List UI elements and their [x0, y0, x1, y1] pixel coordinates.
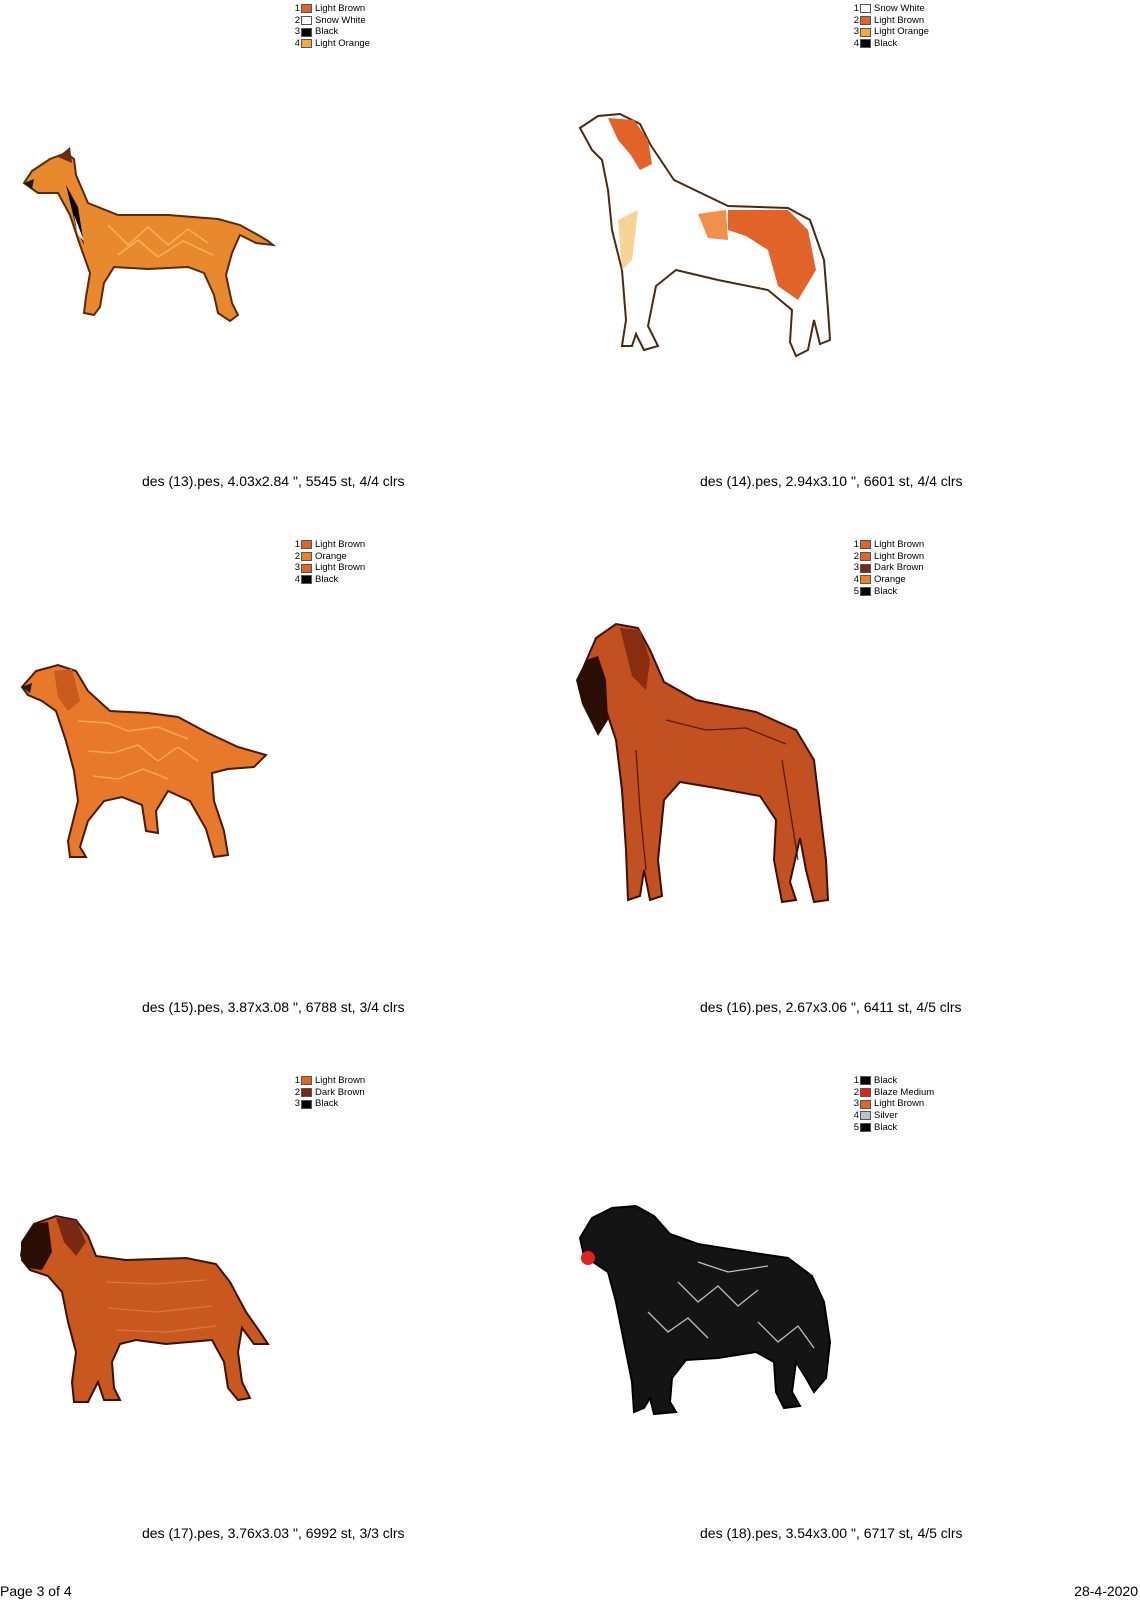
- color-name: Blaze Medium: [874, 1086, 935, 1098]
- color-swatch: [301, 575, 312, 584]
- legend-number: 4: [853, 38, 859, 50]
- legend-number: 3: [294, 562, 300, 574]
- legend-number: 2: [853, 550, 859, 562]
- legend-row: [852, 1122, 934, 1134]
- legend-number: 3: [853, 1098, 859, 1110]
- design-cell-13: [0, 0, 570, 536]
- legend-number: 1: [853, 3, 859, 14]
- color-swatch: [860, 575, 871, 584]
- color-swatch: [860, 540, 871, 549]
- color-swatch: [301, 4, 312, 13]
- legend-row: [852, 586, 924, 598]
- color-name: Black: [874, 1121, 898, 1133]
- color-name: Orange: [315, 550, 347, 562]
- legend-number: 1: [294, 539, 300, 550]
- legend-row: [293, 15, 370, 27]
- color-swatch: [301, 1088, 312, 1097]
- color-swatch: [301, 1100, 312, 1109]
- color-name: Light Brown: [315, 1075, 366, 1086]
- color-legend: [852, 3, 929, 50]
- design-caption: des (18).pes, 3.54x3.00 ", 6717 st, 4/5 clrs: [700, 1525, 963, 1541]
- design-cell-16: [570, 536, 1140, 1072]
- legend-row: [293, 38, 370, 50]
- legend-row: [852, 3, 929, 15]
- color-swatch: [860, 1076, 871, 1085]
- legend-row: [852, 1087, 934, 1099]
- legend-row: [293, 574, 365, 586]
- legend-number: 2: [853, 14, 859, 26]
- color-legend: [293, 3, 370, 50]
- color-name: Snow White: [315, 14, 366, 26]
- design-caption: des (16).pes, 2.67x3.06 ", 6411 st, 4/5 clrs: [700, 999, 962, 1015]
- dog-black-newfoundland-image: [578, 1202, 840, 1417]
- legend-row: [293, 1075, 365, 1087]
- dog-tan-boxer-image: [18, 145, 278, 330]
- color-name: Light Brown: [874, 14, 925, 26]
- color-swatch: [860, 4, 871, 13]
- color-legend: [293, 539, 365, 586]
- color-name: Black: [315, 1098, 339, 1110]
- design-caption: des (15).pes, 3.87x3.08 ", 6788 st, 3/4 clrs: [142, 999, 405, 1015]
- color-name: Dark Brown: [315, 1086, 365, 1098]
- legend-row: [852, 38, 929, 50]
- legend-number: 5: [853, 585, 859, 597]
- color-swatch: [301, 552, 312, 561]
- color-name: Light Brown: [315, 562, 366, 574]
- legend-row: [852, 1075, 934, 1087]
- legend-row: [852, 562, 924, 574]
- design-caption: des (17).pes, 3.76x3.03 ", 6992 st, 3/3 clrs: [142, 1525, 405, 1541]
- color-swatch: [860, 1100, 871, 1109]
- legend-number: 3: [853, 26, 859, 38]
- legend-number: 1: [853, 539, 859, 550]
- legend-row: [852, 551, 924, 563]
- legend-row: [293, 1087, 365, 1099]
- legend-number: 4: [294, 38, 300, 50]
- color-name: Black: [874, 1075, 898, 1086]
- color-legend: [852, 539, 924, 597]
- color-name: Light Brown: [315, 3, 366, 14]
- color-name: Light Brown: [874, 1098, 925, 1110]
- legend-number: 3: [294, 26, 300, 38]
- legend-number: 2: [853, 1086, 859, 1098]
- color-swatch: [860, 564, 871, 573]
- legend-row: [852, 574, 924, 586]
- dog-red-shaggy-hound-image: [576, 620, 838, 910]
- legend-number: 1: [294, 3, 300, 14]
- color-swatch: [301, 16, 312, 25]
- design-caption: des (14).pes, 2.94x3.10 ", 6601 st, 4/4 clrs: [700, 473, 963, 489]
- legend-number: 2: [294, 1086, 300, 1098]
- color-name: Light Orange: [874, 26, 929, 38]
- legend-number: 4: [294, 574, 300, 586]
- legend-row: [293, 1098, 365, 1110]
- legend-number: 2: [294, 550, 300, 562]
- color-name: Snow White: [874, 3, 925, 14]
- color-swatch: [301, 540, 312, 549]
- page-number: Page 3 of 4: [0, 1583, 72, 1599]
- color-legend: [293, 1075, 365, 1110]
- legend-number: 4: [853, 574, 859, 586]
- color-swatch: [860, 28, 871, 37]
- legend-row: [293, 3, 370, 15]
- legend-row: [293, 539, 365, 551]
- design-cell-14: [570, 0, 1140, 536]
- legend-number: 3: [294, 1098, 300, 1110]
- legend-number: 2: [294, 14, 300, 26]
- design-cell-18: [570, 1072, 1140, 1608]
- color-swatch: [301, 28, 312, 37]
- color-swatch: [301, 39, 312, 48]
- legend-row: [852, 15, 929, 27]
- color-swatch: [860, 39, 871, 48]
- design-cell-17: [0, 1072, 570, 1608]
- color-swatch: [301, 1076, 312, 1085]
- color-swatch: [860, 1123, 871, 1132]
- color-name: Light Brown: [874, 550, 925, 562]
- color-name: Light Orange: [315, 38, 370, 50]
- color-legend: [852, 1075, 934, 1133]
- color-name: Light Brown: [315, 539, 366, 550]
- color-name: Black: [315, 26, 339, 38]
- legend-row: [293, 26, 370, 38]
- color-name: Silver: [874, 1110, 898, 1122]
- color-name: Black: [874, 38, 898, 50]
- color-swatch: [860, 552, 871, 561]
- legend-row: [852, 1110, 934, 1122]
- color-swatch: [860, 1111, 871, 1120]
- design-cell-15: [0, 536, 570, 1072]
- legend-row: [852, 1098, 934, 1110]
- color-name: Light Brown: [874, 539, 925, 550]
- dog-golden-setter-image: [18, 661, 278, 866]
- legend-row: [293, 551, 365, 563]
- legend-number: 3: [853, 562, 859, 574]
- color-name: Dark Brown: [874, 562, 924, 574]
- color-swatch: [860, 1088, 871, 1097]
- color-swatch: [301, 564, 312, 573]
- legend-number: 4: [853, 1110, 859, 1122]
- legend-number: 1: [853, 1075, 859, 1086]
- color-name: Black: [315, 574, 339, 586]
- page-date: 28-4-2020: [1074, 1583, 1138, 1599]
- legend-row: [852, 26, 929, 38]
- color-swatch: [860, 16, 871, 25]
- legend-row: [852, 539, 924, 551]
- color-name: Black: [874, 585, 898, 597]
- legend-number: 1: [294, 1075, 300, 1086]
- color-name: Orange: [874, 574, 906, 586]
- design-caption: des (13).pes, 4.03x2.84 ", 5545 st, 4/4 clrs: [142, 473, 405, 489]
- legend-row: [293, 562, 365, 574]
- dog-brown-mastiff-image: [16, 1212, 278, 1407]
- legend-number: 5: [853, 1121, 859, 1133]
- dog-white-orange-spaniel-image: [578, 110, 838, 372]
- color-swatch: [860, 587, 871, 596]
